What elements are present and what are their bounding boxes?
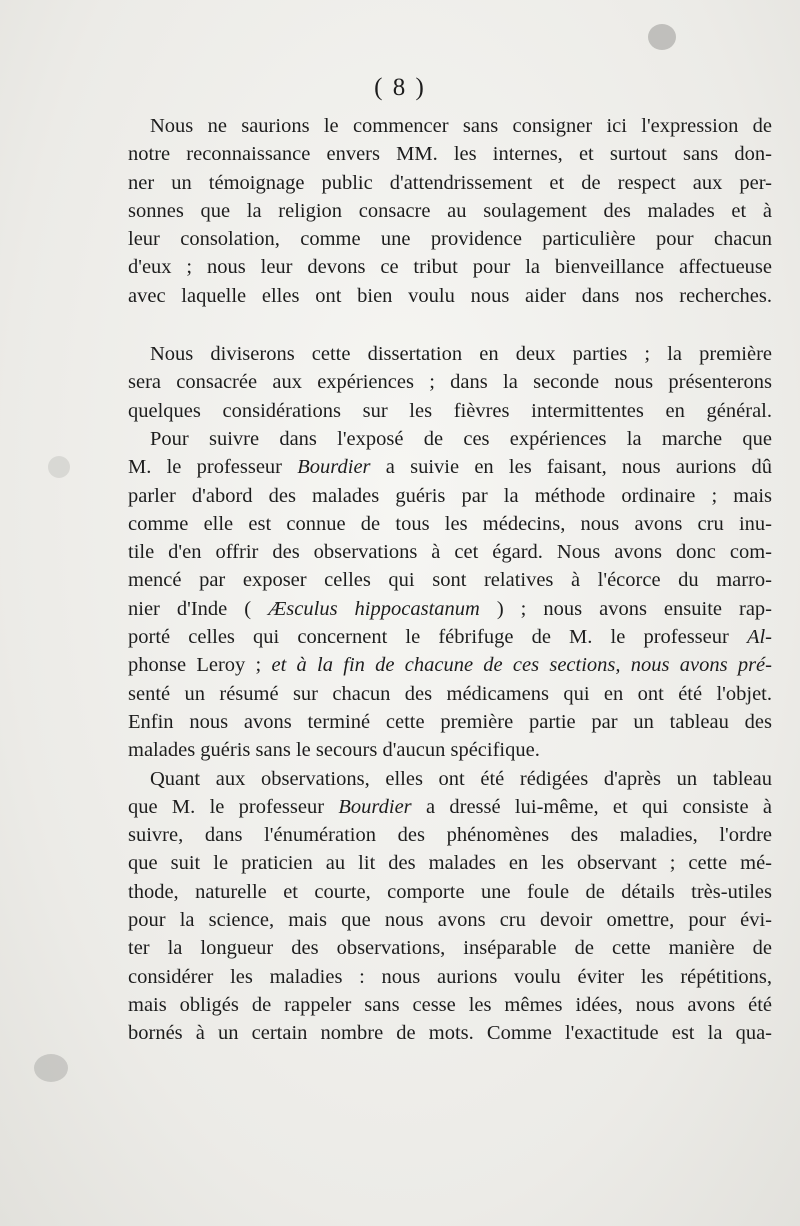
text-line: malades guéris sans le secours d'aucun spécifique. — [128, 739, 540, 762]
text-line: Nous ne saurions le commencer sans consigner ici l'expression de — [150, 115, 772, 137]
paragraph-4 — [128, 765, 772, 1048]
text-line: pour la science, mais que nous avons cru devoir omettre, pour évi- — [128, 909, 772, 932]
text-line: Nous diviserons cette dissertation en deux parties ; la première — [150, 343, 772, 366]
text-line: suivre, dans l'énumération des phénomènes des maladies, l'ordre — [128, 824, 772, 847]
paragraph-2 — [128, 340, 772, 425]
text-line: ter la longueur des observations, inséparable de cette manière de — [128, 937, 772, 960]
italic-name: et à la fin de chacune de ces sections, nous avons pré- — [261, 654, 772, 677]
text-line: nier d'Inde ( Æsculus hippocastanum ) ; nous avons ensuite rap- — [128, 597, 772, 620]
text-line: sera consacrée aux expériences ; dans la seconde nous présenterons — [128, 371, 772, 394]
text-line: mais obligés de rappeler sans cesse les mêmes idées, nous avons été — [128, 993, 772, 1016]
text-line: Enfin nous avons terminé cette première partie par un tableau des — [128, 710, 772, 733]
text-line: avec laquelle elles ont bien voulu nous aider dans nos recherches. — [128, 284, 772, 307]
text-line: Quant aux observations, elles ont été rédigées d'après un tableau — [150, 767, 772, 790]
italic-name: Æsculus hippocastanum — [268, 597, 480, 620]
text-line: thode, naturelle et courte, comporte une foule de détails très-utiles — [128, 880, 772, 903]
text-line: tile d'en offrir des observations à cet égard. Nous avons donc com- — [128, 541, 772, 564]
text-line: d'eux ; nous leur devons ce tribut pour la bienveillance affectueuse — [128, 256, 772, 279]
paragraph-3 — [128, 425, 772, 765]
text-line: bornés à un certain nombre de mots. Comme l'exactitude est la qua- — [128, 1022, 772, 1045]
paragraph-1 — [128, 112, 772, 310]
text-line: leur consolation, comme une providence particulière pour chacun — [128, 228, 772, 251]
italic-name: Bourdier — [297, 456, 371, 479]
text-line: M. le professeur Bourdier a suivie en les faisant, nous aurions dû — [128, 456, 772, 479]
italic-name: Bourdier — [338, 795, 412, 818]
text-line: sonnes que la religion consacre au soulagement des malades et à — [128, 199, 772, 222]
text-line: considérer les maladies : nous aurions voulu éviter les répétitions, — [128, 965, 772, 988]
page-number: ( 8 ) — [374, 74, 426, 101]
stain-spot — [48, 456, 70, 478]
text-line: porté celles qui concernent le fébrifuge de M. le professeur Al- — [128, 626, 772, 649]
text-line: quelques considérations sur les fièvres intermittentes en général. — [128, 399, 772, 422]
text-line: ner un témoignage public d'attendrissement et de respect aux per- — [128, 171, 772, 194]
body-text — [128, 112, 772, 1048]
italic-name: Al- — [746, 626, 772, 649]
text-line: que M. le professeur Bourdier a dressé lui-même, et qui consiste à — [128, 795, 772, 818]
text-line: Pour suivre dans l'exposé de ces expériences la marche que — [150, 427, 772, 450]
text-line: parler d'abord des malades guéris par la méthode ordinaire ; mais — [128, 484, 772, 507]
text-line: que suit le praticien au lit des malades en les observant ; cette mé- — [128, 852, 772, 875]
text-line: phonse Leroy ; et à la fin de chacune de ces sections, nous avons pré- — [128, 654, 772, 677]
text-line: comme elle est connue de tous les médecins, nous avons cru inu- — [128, 512, 772, 535]
stain-spot — [34, 1054, 68, 1082]
text-line: notre reconnaissance envers MM. les internes, et surtout sans don- — [128, 143, 772, 166]
stain-spot — [648, 24, 676, 50]
text-line: senté un résumé sur chacun des médicamens qui en ont été l'objet. — [128, 682, 772, 705]
text-line: mencé par exposer celles qui sont relatives à l'écorce du marro- — [128, 569, 772, 592]
